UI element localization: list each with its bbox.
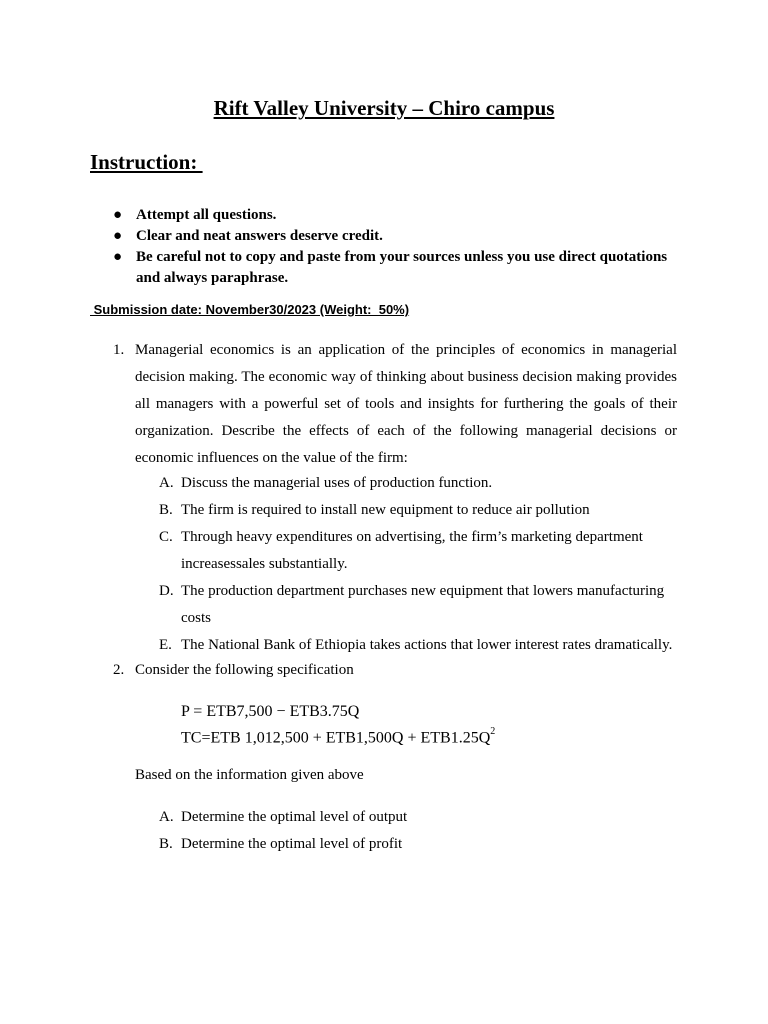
list-item <box>159 632 679 659</box>
question-text: Managerial economics is an application of the principles of economics in managerial decision making. The economic way of thinking about business decision making provides all managers with a powerful set of tools and insights for furthering the goals of their organization. Describe the effects of each of the following managerial decisions or economic influences on the value of the firm: <box>135 342 677 466</box>
question-2-subitems <box>159 804 679 858</box>
cost-equation: TC=ETB $1,012,500 + ETB1,500Q + ETB1.25Q^2$ <box>181 726 496 747</box>
item-letter: E. <box>159 637 172 653</box>
list-item <box>159 524 679 578</box>
list-item <box>159 578 679 632</box>
item-letter: B. <box>159 502 173 518</box>
list-item <box>159 470 679 497</box>
bullet-icon: ● <box>113 249 123 265</box>
item-text: Discuss the managerial uses of production function. <box>181 475 493 491</box>
list-item <box>159 804 679 831</box>
page-title: Rift Valley University – Chiro campus <box>213 96 555 120</box>
item-letter: A. <box>159 809 174 825</box>
question-prompt: Based on the information given above <box>135 767 364 783</box>
item-text: The firm is required to install new equipment to reduce air pollution <box>181 502 590 518</box>
question-number: 2. <box>113 662 125 678</box>
instruction-heading: Instruction: <box>90 150 203 174</box>
list-item <box>159 831 679 858</box>
item-letter: B. <box>159 836 173 852</box>
instruction-list <box>113 205 673 289</box>
item-letter: D. <box>159 583 174 599</box>
question-1-subitems <box>159 470 679 659</box>
question-text: Consider the following specification <box>135 662 354 678</box>
item-text: Through heavy expenditures on advertising, the firm’s marketing department increasessales substantially. <box>181 529 643 572</box>
item-text: Determine the optimal level of output <box>181 809 408 825</box>
item-text: The production department purchases new equipment that lowers manufacturing costs <box>181 583 665 626</box>
instruction-item: ● Be careful not to copy and paste from your sources unless you use direct quotations and always paraphrase. <box>113 249 668 286</box>
instruction-item: ● Attempt all questions. <box>113 205 673 226</box>
bullet-icon: ● <box>113 228 123 244</box>
instruction-item: ● Clear and neat answers deserve credit. <box>113 226 673 247</box>
price-equation: P = ETB7,500 − ETB3.75Q <box>181 703 360 720</box>
item-letter: A. <box>159 475 174 491</box>
item-letter: C. <box>159 529 173 545</box>
exponent: 2 <box>490 726 496 737</box>
question-number: 1. <box>113 342 125 358</box>
submission-date: Submission date: November30/2023 (Weight: 50%) <box>90 302 410 317</box>
bullet-icon: ● <box>113 207 123 223</box>
list-item <box>159 497 679 524</box>
item-text: Determine the optimal level of profit <box>181 836 403 852</box>
item-text: The National Bank of Ethiopia takes actions that lower interest rates dramatically. <box>181 637 673 653</box>
